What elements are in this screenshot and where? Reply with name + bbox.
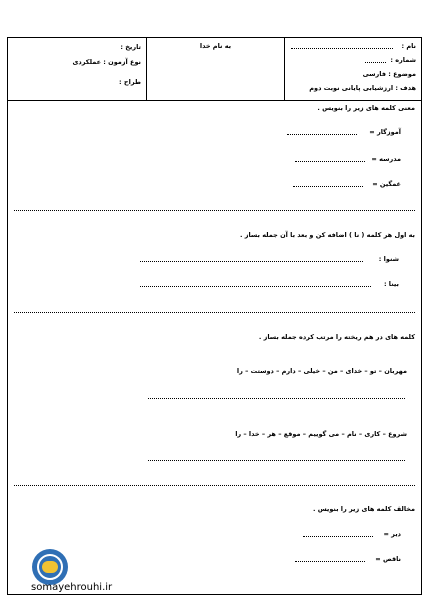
q1-answer-3 <box>293 186 363 187</box>
designer-label: طراح : <box>119 78 141 86</box>
q1-title: معنی کلمه های زیر را بنویس . <box>317 104 415 112</box>
exam-type-label: نوع آزمون : عملکردی <box>72 58 141 66</box>
website-url: somayehrouhi.ir <box>31 582 113 593</box>
q4-title: مخالف کلمه های زیر را بنویس . <box>312 505 415 513</box>
q2-divider <box>14 312 415 313</box>
q4-item-2: ناقص = <box>375 555 401 563</box>
q4-answer-1 <box>303 536 373 537</box>
exam-info-cell <box>8 38 146 100</box>
q1-item-3: غمگین = <box>372 180 401 188</box>
q2-answer-1 <box>140 261 363 262</box>
q1-divider <box>14 210 415 211</box>
q3-scrambled-2: شروع – کاری – نام – می گوییم – موقع – هر – خدا – را <box>235 430 407 438</box>
q3-answer-2 <box>148 460 405 461</box>
brand-logo <box>32 549 68 585</box>
date-label: تاریخ : <box>120 43 141 51</box>
q3-title: کلمه های در هم ریخته را مرتب کرده جمله بساز . <box>258 333 415 341</box>
logo-swirl <box>42 561 58 573</box>
q1-item-1: آموزگار = <box>369 128 401 136</box>
exam-header <box>8 38 421 101</box>
q2-item-2: بینا : <box>383 280 399 288</box>
q3-scrambled-1: مهربان – تو – خدای – من – خیلی – دارم – دوستت – را <box>236 367 407 375</box>
title-cell <box>146 38 284 100</box>
q1-item-2: مدرسه = <box>371 155 401 163</box>
name-blank <box>291 48 393 49</box>
q3-answer-1 <box>148 398 405 399</box>
name-label: نام : <box>401 42 416 50</box>
number-blank <box>365 62 386 63</box>
q3-divider <box>14 485 415 486</box>
q2-item-1: شنوا : <box>378 255 399 263</box>
goal-label: هدف : ارزشیابی پایانی نوبت دوم <box>309 84 416 92</box>
student-info-cell <box>284 38 421 100</box>
basmala-title: به نام خدا <box>199 42 232 50</box>
q2-title: به اول هر کلمه ( نا ) اضافه کن و بعد با آن جمله بساز . <box>239 231 415 239</box>
q1-answer-1 <box>287 134 357 135</box>
q1-answer-2 <box>295 161 365 162</box>
number-label: شماره : <box>390 56 416 64</box>
q4-answer-2 <box>295 561 365 562</box>
subject-label: موضوع : فارسی <box>362 70 416 78</box>
q2-answer-2 <box>140 286 371 287</box>
q4-item-1: دیر = <box>383 530 401 538</box>
worksheet-frame <box>7 37 422 595</box>
